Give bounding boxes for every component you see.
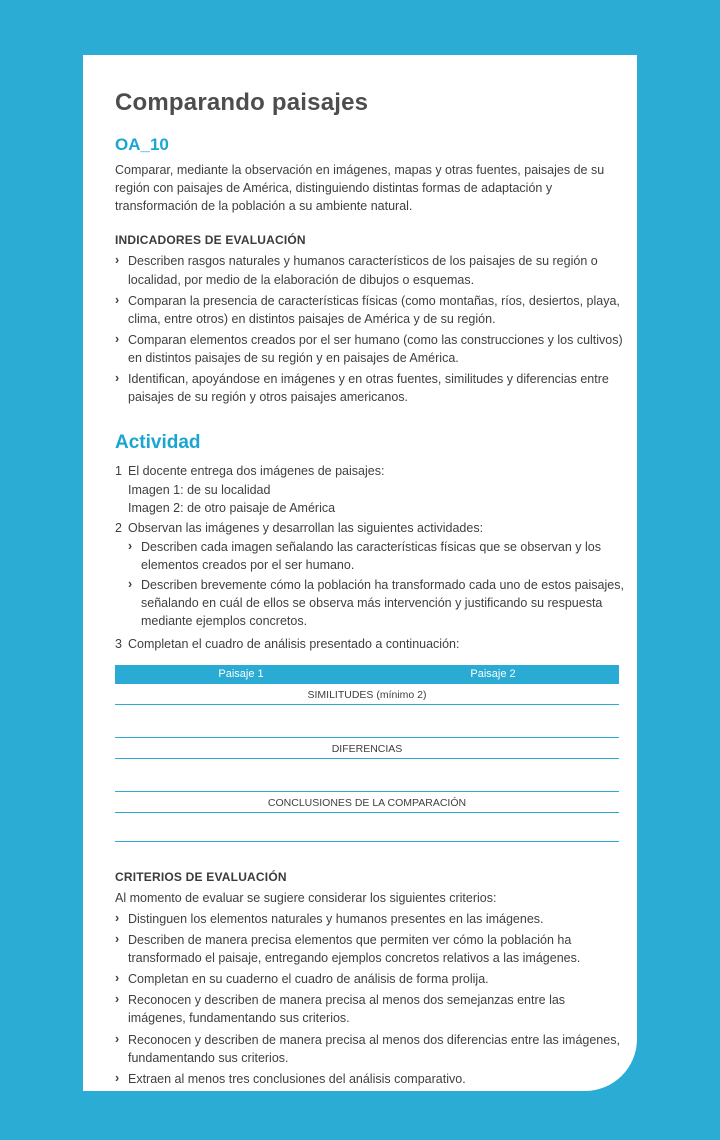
table-blank-row [115, 705, 619, 738]
criterio-item: › Extraen al menos tres conclusiones del análisis comparativo. [115, 1070, 625, 1088]
criterios-heading: CRITERIOS DE EVALUACIÓN [115, 869, 287, 884]
actividad-steps [115, 462, 625, 652]
step-text: Observan las imágenes y desarrollan las siguientes actividades: [128, 520, 484, 535]
indicador-item: › Describen rasgos naturales y humanos característicos de los paisajes de su región o localidad, por medio de la elaboración de dibujos o esquemas. [115, 252, 625, 288]
step-number: 3 [115, 636, 122, 651]
step-text: El docente entrega dos imágenes de paisajes: [128, 464, 385, 479]
criterio-item: › Reconocen y describen de manera precisa al menos dos diferencias entre las imágenes, fundamentando sus criterios. [115, 1031, 625, 1067]
indicador-item: › Comparan elementos creados por el ser humano (como las construcciones y los cultivos) en distintos paisajes de su región y en paisajes de América. [115, 331, 625, 367]
oa-heading: OA_10 [115, 135, 169, 154]
oa-description: Comparar, mediante la observación en imágenes, mapas y otras fuentes, paisajes de su región con paisajes de América, distinguiendo distintas formas de adaptación y transformación de la población a su ambiente natural. [115, 163, 605, 214]
step-number: 2 [115, 520, 122, 535]
indicador-item: › Identifican, apoyándose en imágenes y en otras fuentes, similitudes y diferencias entre paisajes de su región y otros paisajes americanos. [115, 370, 625, 406]
activity-step [115, 635, 625, 653]
document-card [83, 55, 637, 1091]
indicadores-heading: INDICADORES DE EVALUACIÓN [115, 233, 306, 248]
criterio-item: › Distinguen los elementos naturales y humanos presentes en las imágenes. [115, 910, 625, 928]
table-section-conclusiones: CONCLUSIONES DE LA COMPARACIÓN [115, 792, 619, 813]
actividad-heading: Actividad [115, 432, 201, 454]
activity-step [115, 462, 625, 516]
table-header-paisaje-1: Paisaje 1 [218, 668, 264, 681]
table-blank-row [115, 759, 619, 792]
analysis-table-header [115, 665, 619, 684]
criterios-intro: Al momento de evaluar se sugiere considerar los siguientes criterios: [115, 890, 497, 905]
step-text: Completan el cuadro de análisis presentado a continuación: [128, 636, 460, 651]
table-section-similitudes: SIMILITUDES (mínimo 2) [115, 684, 619, 705]
page-title: Comparando paisajes [115, 89, 369, 116]
criterio-item: › Describen de manera precisa elementos que permiten ver cómo la población ha transformado el paisaje, entregando ejemplos concretos relativos a las imágenes. [115, 931, 625, 967]
table-header-paisaje-2: Paisaje 2 [470, 668, 516, 681]
indicador-item: › Comparan la presencia de características físicas (como montañas, ríos, desiertos, playa, clima, entre otros) en distintos paisajes de América y de su región. [115, 292, 625, 328]
criterio-item: › Completan en su cuaderno el cuadro de análisis de forma prolija. [115, 970, 625, 988]
activity-step [115, 519, 625, 633]
step-number: 1 [115, 464, 122, 479]
table-section-diferencias: DIFERENCIAS [115, 738, 619, 759]
step-bullet: › Describen cada imagen señalando las características físicas que se observan y los elementos creados por el ser humano. [128, 538, 625, 574]
table-blank-row [115, 813, 619, 842]
step-subline: Imagen 1: de su localidad [128, 482, 271, 497]
criterio-item: › Reconocen y describen de manera precisa al menos dos semejanzas entre las imágenes, fundamentando sus criterios. [115, 991, 625, 1027]
step-subline: Imagen 2: de otro paisaje de América [128, 500, 336, 515]
step-bullet: › Describen brevemente cómo la población ha transformado cada uno de estos paisajes, señalando en cuál de ellos se observa más intervención y justificando su respuesta mediante ejemplos concretos. [128, 576, 625, 630]
criterios-list [115, 910, 625, 1088]
indicadores-list [115, 252, 625, 406]
step-sublist [128, 538, 625, 631]
analysis-table [115, 665, 619, 842]
